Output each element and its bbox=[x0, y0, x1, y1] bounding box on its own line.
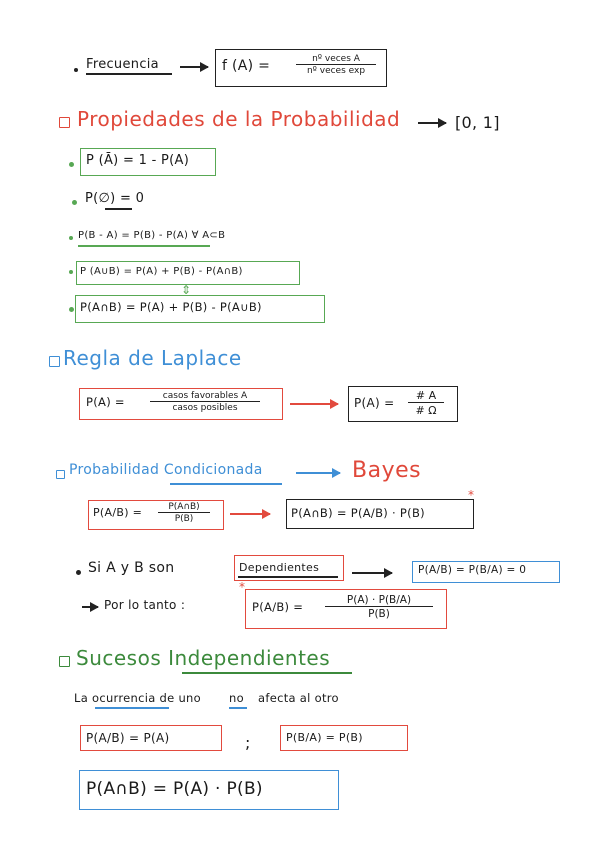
laplace-result-denominator: # Ω bbox=[408, 402, 444, 417]
no-underline bbox=[229, 707, 247, 709]
condicionada-title: Probabilidad Condicionada bbox=[69, 462, 263, 478]
arrow-icon bbox=[180, 66, 208, 68]
arrow-icon bbox=[230, 513, 270, 515]
property-1: P (Ā) = 1 - P(A) bbox=[86, 153, 190, 168]
condicionada-fraction bbox=[154, 502, 214, 524]
property-3-underline bbox=[78, 245, 210, 247]
laplace-numerator: casos favorables A bbox=[162, 391, 248, 401]
dependientes-word: Dependientes bbox=[239, 561, 320, 574]
laplace-result-fraction bbox=[404, 389, 448, 417]
independientes-underline bbox=[182, 672, 352, 674]
sentence-no: no bbox=[229, 691, 244, 705]
bullet-dot bbox=[74, 68, 78, 72]
laplace-fraction bbox=[140, 391, 270, 413]
checkbox-icon bbox=[56, 470, 65, 479]
frecuencia-denominator: nº veces exp bbox=[296, 64, 376, 76]
swap-arrows-icon: ⇕ bbox=[181, 283, 192, 297]
bayes-denominator: P(B) bbox=[325, 606, 433, 620]
condicionada-lhs: P(A/B) = bbox=[93, 506, 143, 519]
laplace-title: Regla de Laplace bbox=[63, 346, 242, 370]
sentence-part1: La ocurrencia de uno bbox=[74, 691, 201, 705]
bayes-fraction bbox=[320, 594, 438, 620]
condicionada-numerator: P(A∩B) bbox=[168, 502, 200, 512]
bayes-numerator: P(A) · P(B/A) bbox=[346, 594, 412, 606]
bullet-dot bbox=[69, 162, 74, 167]
property-4: P (A∪B) = P(A) + P(B) - P(A∩B) bbox=[80, 266, 243, 277]
frecuencia-label: Frecuencia bbox=[86, 57, 159, 72]
bullet-dot bbox=[69, 307, 74, 312]
laplace-denominator: casos posibles bbox=[150, 401, 260, 413]
checkbox-icon bbox=[59, 117, 70, 128]
sentence-part2: afecta al otro bbox=[258, 691, 339, 705]
property-2-underline bbox=[105, 208, 132, 210]
frecuencia-fraction bbox=[292, 54, 380, 76]
bullet-dot bbox=[69, 270, 73, 274]
frecuencia-numerator: nº veces A bbox=[312, 54, 360, 64]
property-3: P(B - A) = P(B) - P(A) ∀ A⊂B bbox=[78, 230, 226, 241]
bullet-dot bbox=[69, 236, 73, 240]
propiedades-title: Propiedades de la Probabilidad bbox=[77, 107, 401, 131]
dependientes-underline bbox=[238, 576, 338, 578]
arrow-icon bbox=[290, 403, 338, 405]
star-icon: * bbox=[239, 580, 245, 594]
laplace-result-lhs: P(A) = bbox=[354, 396, 395, 410]
independientes-eq2: P(B/A) = P(B) bbox=[286, 731, 363, 744]
frecuencia-underline bbox=[86, 73, 172, 75]
bullet-dot bbox=[72, 200, 77, 205]
arrow-icon bbox=[418, 122, 446, 124]
por-lo-tanto: Por lo tanto : bbox=[104, 598, 186, 612]
ocurrencia-underline bbox=[95, 707, 169, 709]
arrow-icon bbox=[352, 572, 392, 574]
condicionada-underline bbox=[170, 483, 282, 485]
property-2: P(∅) = 0 bbox=[85, 191, 145, 206]
laplace-lhs: P(A) = bbox=[86, 395, 125, 409]
arrow-icon bbox=[82, 606, 98, 608]
property-5: P(A∩B) = P(A) + P(B) - P(A∪B) bbox=[80, 300, 262, 314]
independientes-eq3: P(A∩B) = P(A) · P(B) bbox=[86, 779, 263, 799]
bayes-label: Bayes bbox=[352, 458, 422, 483]
checkbox-icon bbox=[49, 356, 60, 367]
dependientes-prefix: Si A y B son bbox=[88, 560, 175, 576]
condicionada-product: P(A∩B) = P(A/B) · P(B) bbox=[291, 506, 425, 520]
laplace-result-numerator: # A bbox=[415, 389, 437, 402]
dependientes-result: P(A/B) = P(B/A) = 0 bbox=[418, 564, 527, 576]
independientes-title: Sucesos Independientes bbox=[76, 646, 331, 670]
checkbox-icon bbox=[59, 656, 70, 667]
independientes-eq1: P(A/B) = P(A) bbox=[86, 731, 170, 745]
bayes-lhs: P(A/B) = bbox=[252, 600, 304, 614]
propiedades-range: [0, 1] bbox=[455, 113, 500, 132]
condicionada-denominator: P(B) bbox=[158, 512, 210, 524]
star-icon: * bbox=[468, 488, 474, 502]
frecuencia-formula-lhs: f (A) = bbox=[222, 58, 271, 74]
bullet-dot bbox=[76, 570, 81, 575]
independientes-separator: ; bbox=[245, 733, 251, 752]
arrow-icon bbox=[296, 472, 340, 474]
